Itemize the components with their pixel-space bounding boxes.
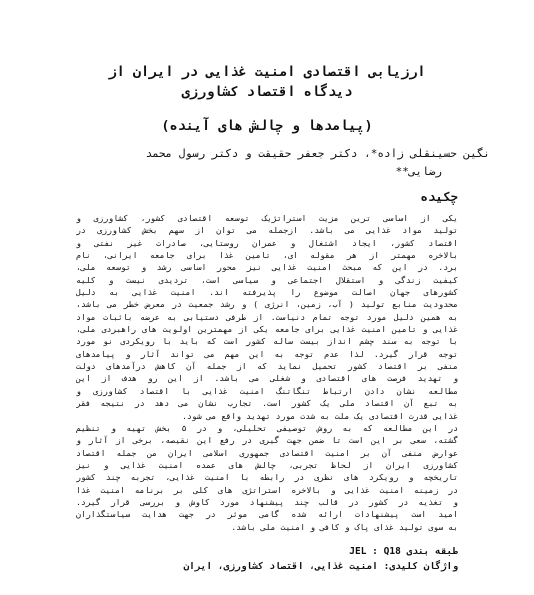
keywords bbox=[76, 561, 458, 572]
abstract-line: غذایی قدرت اقتصادی یک ملت به شدت مورد تهدید واقع می شود. bbox=[181, 410, 458, 421]
abstract-line: منفی بر اقتصاد کشور تحمیل نماید که از جمله آن کاهش درآمدهای دولت bbox=[76, 361, 458, 372]
abstract-line: بالاخره مهمتر از هر مقوله ای، تامین غذا برای جامعه ایرانی، نام bbox=[76, 250, 458, 261]
abstract-line: در زمینه امنیت غذایی و بالاخره استراتژی های کلی بر برنامه امنیت غذا bbox=[76, 484, 458, 495]
abstract-heading: چکیده bbox=[420, 189, 458, 204]
keywords-label: واژگان کلیدی: bbox=[383, 561, 458, 572]
abstract-line: و تغذیه در کشور در قالب چند پیشنهاد مورد کاوش و بررسی قرار گیرد. bbox=[76, 496, 458, 507]
title-line-1: ارزیابی اقتصادی امنیت غذایی در ایران از bbox=[108, 64, 426, 80]
title-line-2: دیدگاه اقتصاد کشاورزی bbox=[181, 84, 353, 100]
keywords-value: امنیت غذایی، اقتصاد کشاورزی، ایران bbox=[183, 561, 378, 572]
authors-line-1: نگین حسینقلی زاده*، دکتر جعفر حقیقت و دکتر رسول محمد bbox=[145, 147, 490, 160]
abstract-line: برد. در این که مبحث امنیت غذایی نیز محور اساسی رشد و توسعه ملی، bbox=[76, 262, 458, 273]
abstract-line: کشورهای جهان اصالت موضوع را پذیرفته اند. امنیت غذایی به دلیل bbox=[76, 287, 458, 298]
abstract-line: به همین دلیل مورد توجه تمام دنیاست. از طرفی دستیابی به عرضه باثبات مواد bbox=[76, 311, 458, 322]
jel-code: Q18 bbox=[383, 546, 401, 557]
abstract-line: کیفیت زندگی و استقلال اجتماعی و سیاسی است، تردیدی نیست و کلیه bbox=[76, 274, 458, 285]
abstract-line: با توجه به سند چشم انداز بیست ساله کشور است که باید با رویکردی نو مورد bbox=[76, 336, 458, 347]
abstract-line: یکی از اساسی ترین مزیت استراتژیک توسعه اقتصادی کشور، کشاورزی و bbox=[76, 213, 458, 223]
title-subtitle: (پیامدها و چالش های آینده) bbox=[161, 118, 373, 134]
abstract-line: کشاورزی ایران از لحاظ تجربی، چالش های عمده امنیت غذایی و نیز bbox=[76, 459, 458, 470]
abstract-line: اقتصاد کشور، ایجاد اشتغال و عمران روستایی، صادرات غیر نفتی و bbox=[76, 237, 458, 248]
abstract-line: و تهدید فرصت های اقتصادی و شغلی می باشد. از این رو هدف از این bbox=[76, 373, 458, 384]
abstract-line: تاریخچه و رویکرد های نظری در رابطه با امنیت غذایی، تجربه چند کشور bbox=[76, 472, 458, 483]
abstract-line: به سوی تولید غذای پاک و کافی و امنیت ملی باشد. bbox=[231, 521, 458, 532]
jel-label: طبقه بندی JEL : bbox=[349, 546, 458, 557]
author-list bbox=[44, 145, 490, 181]
abstract-line: مطالعه نشان دادن ارتباط تنگاتنگ امنیت غذایی با اقتصاد کشاورزی و bbox=[76, 385, 458, 396]
paper-title bbox=[40, 62, 494, 136]
abstract-line: گشته، سعی بر این است تا ضمن جهت گیری در رفع این نقیصه، برخی از آثار و bbox=[76, 435, 458, 446]
authors-line-2: رضایی** bbox=[395, 165, 442, 178]
jel-classification bbox=[76, 546, 458, 557]
abstract-line: تولید مواد غذایی می باشد. ازجمله می توان از سهم بخش کشاورزی در bbox=[76, 225, 458, 236]
abstract-line: به تبع آن اقتصاد ملی یک کشور است. تجارب نشان می دهد در نتیجه فقر bbox=[76, 398, 458, 409]
abstract-line: امید است پیشنهادات ارائه شده گامی موثر در جهت هدایت سیاستگذاران bbox=[76, 509, 458, 520]
abstract-body bbox=[76, 212, 458, 533]
abstract-line: توجه قرار گیرد. لذا عدم توجه به این مهم می تواند آثار و پیامدهای bbox=[76, 348, 458, 359]
abstract-line: عوارض منفی آن بر امنیت اقتصادی جمهوری اسلامی ایران من جمله اقتصاد bbox=[76, 447, 458, 458]
abstract-line: در این مطالعه که به روش توصیفی تحلیلی، و در ۵ بخش تهیه و تنظیم bbox=[76, 422, 458, 433]
abstract-line: محدودیت منابع تولید ( آب، زمین، انرژی ) و رشد جمعیت در معرض خطر می باشد، bbox=[76, 299, 458, 310]
abstract-line: غذایی و تامین امنیت غذایی برای جامعه یکی از مهمترین اولویت های راهبردی ملی، bbox=[76, 324, 458, 335]
